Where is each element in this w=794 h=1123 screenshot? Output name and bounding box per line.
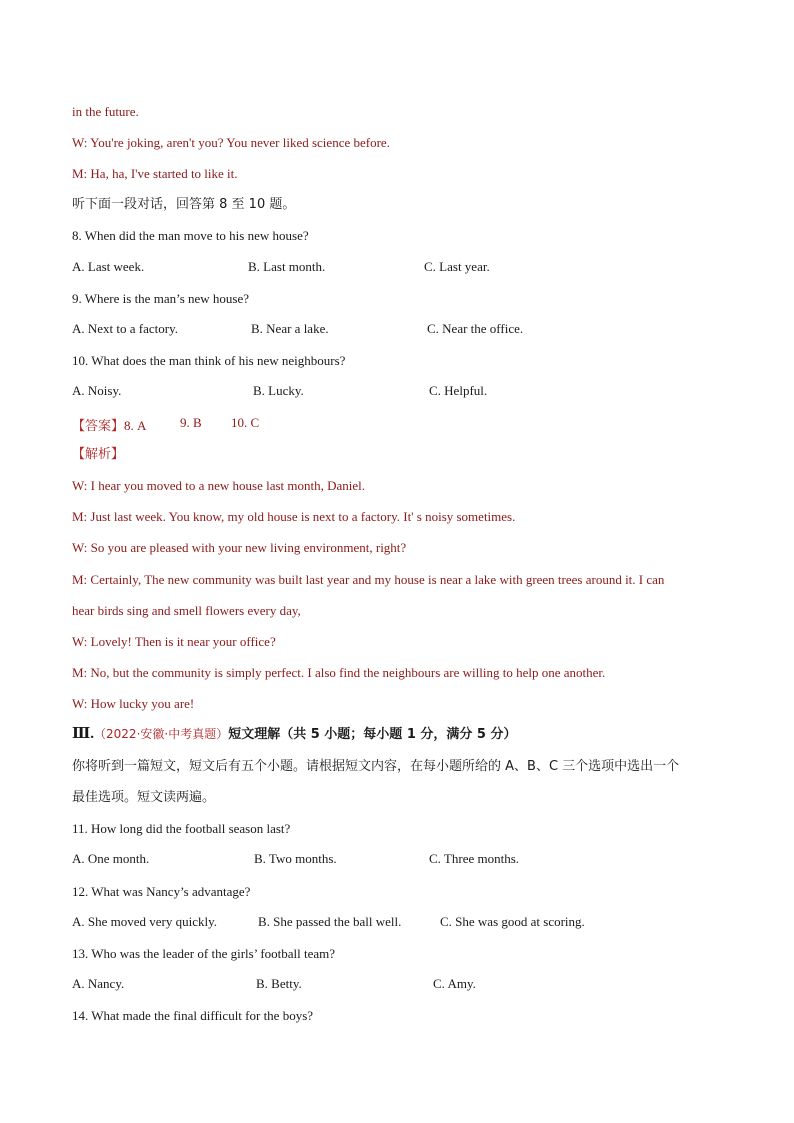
dialogue-line: M: Ha, ha, I've started to like it. bbox=[72, 166, 238, 181]
option-10b: B. Lucky. bbox=[253, 383, 304, 398]
question-11: 11. How long did the football season last? bbox=[72, 821, 291, 836]
answer-8: 8. A bbox=[124, 418, 147, 433]
analysis-label: 【解析】 bbox=[72, 447, 125, 462]
question-12: 12. What was Nancy’s advantage? bbox=[72, 884, 251, 899]
option-12c: C. She was good at scoring. bbox=[440, 914, 585, 929]
question-14: 14. What made the final difficult for the boys? bbox=[72, 1008, 314, 1023]
option-11a: A. One month. bbox=[72, 851, 150, 866]
option-13c: C. Amy. bbox=[433, 976, 476, 991]
option-8c: C. Last year. bbox=[424, 259, 490, 274]
transcript-line: W: So you are pleased with your new living environment, right? bbox=[72, 540, 407, 555]
answer-10: 10. C bbox=[231, 415, 260, 430]
answer-label: 【答案】 bbox=[72, 419, 125, 434]
option-13b: B. Betty. bbox=[256, 976, 302, 991]
section-3-instruction: 最佳选项。短文读两遍。 bbox=[72, 790, 216, 805]
option-9a: A. Next to a factory. bbox=[72, 321, 179, 336]
transcript-line: hear birds sing and smell flowers every day, bbox=[72, 603, 301, 618]
question-9: 9. Where is the man’s new house? bbox=[72, 291, 250, 306]
instruction-8-10: 听下面一段对话，回答第 8 至 10 题。 bbox=[72, 197, 296, 212]
transcript-line: W: I hear you moved to a new house last month, Daniel. bbox=[72, 478, 366, 493]
section-3-title: 短文理解（共 5 小题；每小题 1 分，满分 5 分） bbox=[228, 727, 517, 742]
option-9b: B. Near a lake. bbox=[251, 321, 329, 336]
question-10: 10. What does the man think of his new neighbours? bbox=[72, 353, 346, 368]
option-11b: B. Two months. bbox=[254, 851, 337, 866]
transcript-line: M: No, but the community is simply perfect. I also find the neighbours are willing to help one another. bbox=[72, 665, 606, 680]
option-13a: A. Nancy. bbox=[72, 976, 125, 991]
option-10c: C. Helpful. bbox=[429, 383, 488, 398]
answer-block bbox=[72, 415, 146, 434]
option-12a: A. She moved very quickly. bbox=[72, 914, 218, 929]
transcript-line: W: Lovely! Then is it near your office? bbox=[72, 634, 276, 649]
section-3-number: Ⅲ. bbox=[72, 726, 95, 742]
section-3-header bbox=[72, 725, 517, 744]
transcript-line: W: How lucky you are! bbox=[72, 696, 195, 711]
option-10a: A. Noisy. bbox=[72, 383, 122, 398]
option-8b: B. Last month. bbox=[248, 259, 326, 274]
answer-9: 9. B bbox=[180, 415, 202, 430]
question-13: 13. Who was the leader of the girls’ football team? bbox=[72, 946, 336, 961]
transcript-line: M: Certainly, The new community was built last year and my house is near a lake with green trees around it. I can bbox=[72, 572, 665, 587]
section-3-source: （2022·安徽·中考真题） bbox=[94, 727, 229, 741]
option-11c: C. Three months. bbox=[429, 851, 520, 866]
question-8: 8. When did the man move to his new house? bbox=[72, 228, 309, 243]
section-3-instruction: 你将听到一篇短文，短文后有五个小题。请根据短文内容，在每小题所给的 A、B、C 三个选项中选出一个 bbox=[72, 759, 680, 774]
option-9c: C. Near the office. bbox=[427, 321, 524, 336]
option-8a: A. Last week. bbox=[72, 259, 145, 274]
transcript-line: M: Just last week. You know, my old house is next to a factory. It' s noisy sometimes. bbox=[72, 509, 516, 524]
dialogue-line: in the future. bbox=[72, 104, 139, 119]
dialogue-line: W: You're joking, aren't you? You never liked science before. bbox=[72, 135, 390, 150]
option-12b: B. She passed the ball well. bbox=[258, 914, 402, 929]
